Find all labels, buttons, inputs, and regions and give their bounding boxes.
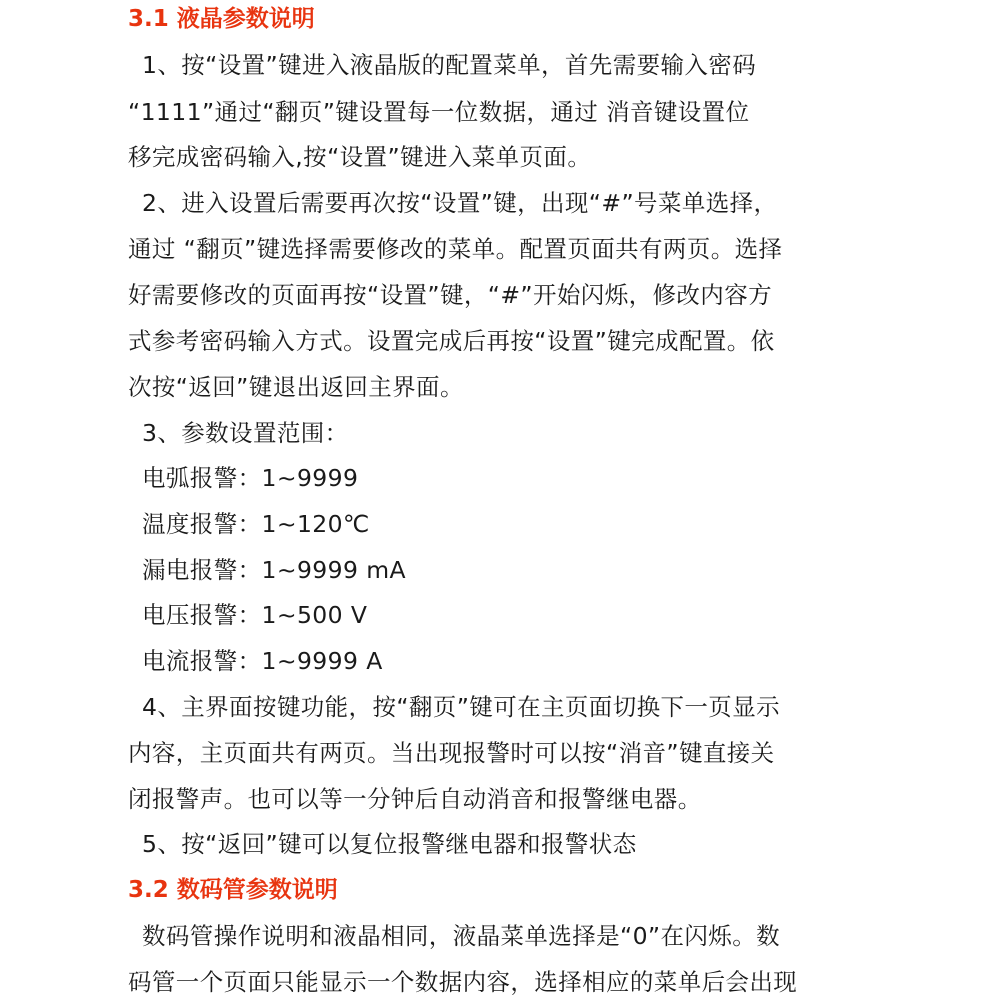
range-item-leakage-alarm: 漏电报警：1~9999 mA [142, 556, 406, 584]
paragraph-line: 移完成密码输入,按“设置”键进入菜单页面。 [128, 143, 592, 171]
paragraph-line: 3、参数设置范围： [142, 419, 349, 447]
paragraph-line: 4、主界面按键功能，按“翻页”键可在主页面切换下一页显示 [142, 693, 780, 721]
paragraph-line: 次按“返回”键退出返回主界面。 [128, 373, 464, 401]
section-heading-3-1: 3.1 液晶参数说明 [128, 6, 315, 32]
section-heading-3-2: 3.2 数码管参数说明 [128, 877, 338, 903]
paragraph-line: “1111”通过“翻页”键设置每一位数据，通过 消音键设置位 [128, 98, 750, 126]
paragraph-line: 内容，主页面共有两页。当出现报警时可以按“消音”键直接关 [128, 739, 775, 767]
paragraph-line: 1、按“设置”键进入液晶版的配置菜单，首先需要输入密码 [142, 51, 757, 79]
paragraph-line: 码管一个页面只能显示一个数据内容，选择相应的菜单后会出现 [128, 968, 798, 996]
paragraph-line: 5、按“返回”键可以复位报警继电器和报警状态 [142, 830, 637, 858]
range-item-temperature-alarm: 温度报警：1~120℃ [142, 510, 370, 538]
paragraph-line: 好需要修改的页面再按“设置”键，“#”开始闪烁，修改内容方 [128, 281, 772, 309]
paragraph-line: 数码管操作说明和液晶相同，液晶菜单选择是“0”在闪烁。数 [142, 922, 780, 950]
paragraph-line: 通过 “翻页”键选择需要修改的菜单。配置页面共有两页。选择 [128, 235, 783, 263]
paragraph-line: 2、进入设置后需要再次按“设置”键，出现“#”号菜单选择， [142, 189, 778, 217]
paragraph-line: 式参考密码输入方式。设置完成后再按“设置”键完成配置。依 [128, 327, 775, 355]
range-item-current-alarm: 电流报警：1~9999 A [142, 647, 383, 675]
paragraph-line: 闭报警声。也可以等一分钟后自动消音和报警继电器。 [128, 785, 702, 813]
range-item-arc-alarm: 电弧报警：1~9999 [142, 464, 359, 492]
range-item-voltage-alarm: 电压报警：1~500 V [142, 601, 368, 629]
